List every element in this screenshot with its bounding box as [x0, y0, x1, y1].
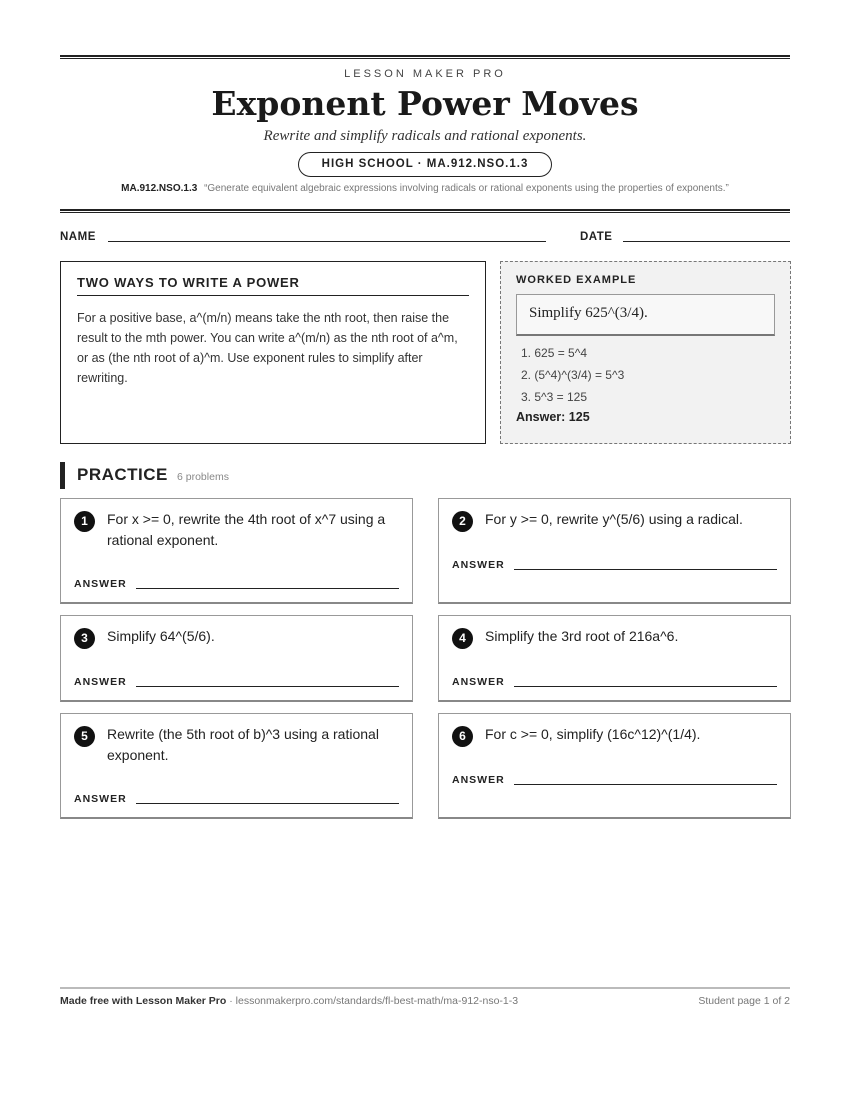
answer-label: ANSWER	[74, 578, 127, 590]
footer-url[interactable]: · lessonmakerpro.com/standards/fl-best-math/ma-912-nso-1-3	[226, 995, 519, 1007]
problem-text: For y >= 0, rewrite y^(5/6) using a radical.	[485, 511, 743, 527]
footer-page-number: Student page 1 of 2	[698, 995, 790, 1007]
example-step: 1. 625 = 5^4	[521, 346, 588, 360]
concept-heading: TWO WAYS TO WRITE A POWER	[77, 275, 469, 296]
worked-example-heading: WORKED EXAMPLE	[516, 274, 637, 286]
practice-accent-bar	[60, 462, 65, 489]
example-step: 2. (5^4)^(3/4) = 5^3	[521, 368, 625, 382]
standard-code: MA.912.NSO.1.3	[121, 183, 198, 194]
concept-text: For a positive base, a^(m/n) means take the nth root, then raise the result to the mth power. You can write a^(m/n) as the nth root of a^m, or as (the nth root of a)^m. Use exponent rules to simplify after rewriting.	[77, 311, 458, 385]
problem-card-4	[438, 615, 791, 702]
footer-rule	[60, 987, 790, 989]
worked-example-steps	[516, 342, 775, 408]
problem-number-badge: 4	[452, 628, 473, 649]
date-field-line[interactable]	[623, 241, 790, 242]
practice-heading: PRACTICE	[77, 465, 168, 484]
name-field-line[interactable]	[108, 241, 546, 242]
problem-text: Simplify 64^(5/6).	[107, 628, 215, 644]
example-step: 3. 5^3 = 125	[521, 390, 588, 404]
answer-line[interactable]	[514, 784, 777, 785]
answer-line[interactable]	[136, 686, 399, 687]
concept-box	[60, 261, 486, 444]
answer-label: ANSWER	[452, 559, 505, 571]
worksheet-subtitle: Rewrite and simplify radicals and rational exponents.	[263, 128, 587, 144]
brand-label: LESSON MAKER PRO	[344, 68, 506, 80]
problem-card-1	[60, 498, 413, 604]
problem-card-2	[438, 498, 791, 604]
standard-text: “Generate equivalent algebraic expressions involving radicals or rational exponents using the properties of exponents.”	[204, 183, 729, 194]
answer-line[interactable]	[136, 803, 399, 804]
answer-line[interactable]	[514, 569, 777, 570]
worked-example-answer: Answer: 125	[516, 410, 590, 424]
answer-line[interactable]	[136, 588, 399, 589]
problem-text: Rewrite (the 5th root of b)^3 using a rational exponent.	[107, 726, 379, 763]
answer-label: ANSWER	[74, 676, 127, 688]
problem-number-badge: 1	[74, 511, 95, 532]
worked-example-problem: Simplify 625^(3/4).	[516, 294, 775, 336]
problem-card-3	[60, 615, 413, 702]
problem-text: For c >= 0, simplify (16c^12)^(1/4).	[485, 726, 701, 742]
footer-credit	[60, 995, 518, 1007]
problem-number-badge: 5	[74, 726, 95, 747]
problem-text: Simplify the 3rd root of 216a^6.	[485, 628, 679, 644]
name-label: NAME	[60, 231, 96, 243]
problem-card-5	[60, 713, 413, 819]
standard-description	[0, 183, 850, 194]
middle-double-rule	[60, 209, 790, 213]
grade-standard-pill: HIGH SCHOOL · MA.912.NSO.1.3	[298, 152, 552, 177]
answer-label: ANSWER	[452, 774, 505, 786]
problem-card-6	[438, 713, 791, 819]
answer-label: ANSWER	[74, 793, 127, 805]
top-double-rule	[60, 55, 790, 59]
date-label: DATE	[580, 231, 613, 243]
problem-number-badge: 3	[74, 628, 95, 649]
worked-example-box	[500, 261, 791, 444]
worksheet-title: Exponent Power Moves	[211, 84, 639, 123]
problem-number-badge: 6	[452, 726, 473, 747]
problem-text: For x >= 0, rewrite the 4th root of x^7 using a rational exponent.	[107, 511, 386, 548]
footer-made-with: Made free with Lesson Maker Pro	[60, 995, 227, 1007]
answer-label: ANSWER	[452, 676, 505, 688]
practice-count: 6 problems	[177, 471, 229, 483]
problem-number-badge: 2	[452, 511, 473, 532]
answer-line[interactable]	[514, 686, 777, 687]
